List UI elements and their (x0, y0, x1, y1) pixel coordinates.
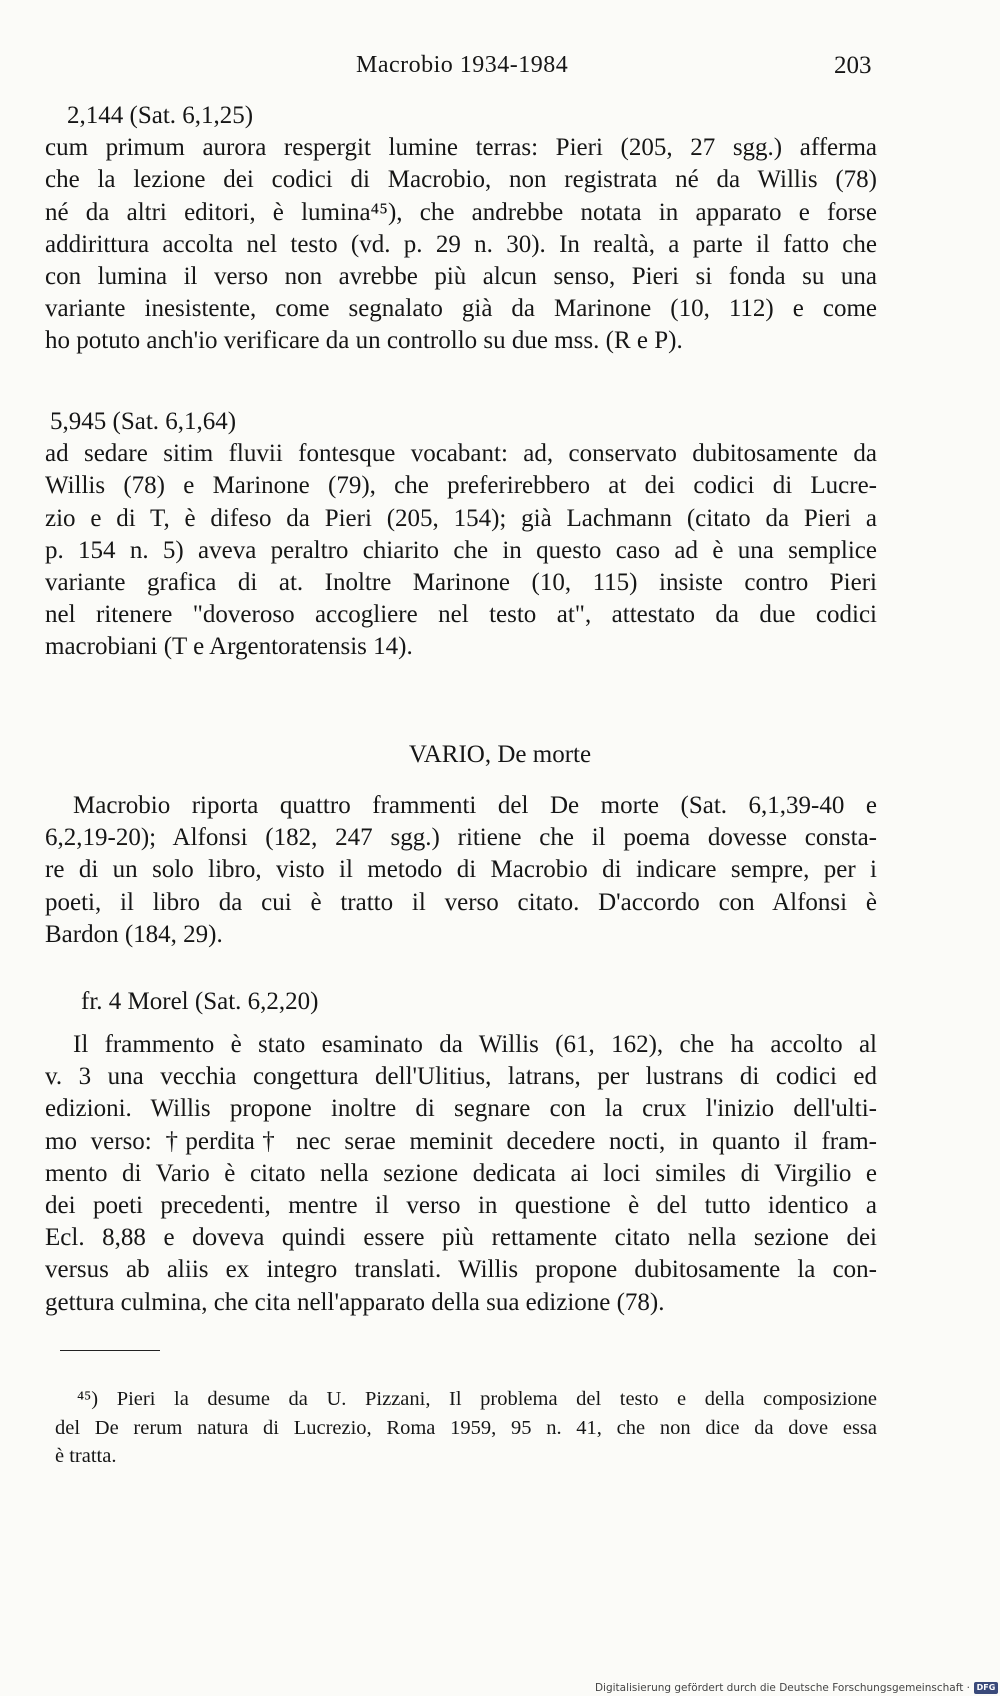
entry-heading: 2,144 (Sat. 6,1,25) (67, 102, 254, 129)
text-line: Macrobio riporta quattro frammenti del De morte (Sat. 6,1,39-40 e (73, 792, 877, 819)
text-line: 6,2,19-20); Alfonsi (182, 247 sgg.) ritiene che il poema dovesse consta- (45, 824, 877, 852)
credit-text: Digitalisierung gefördert durch die Deutsche Forschungsgemeinschaft · (594, 1682, 970, 1694)
text-line: gettura culmina, che cita nell'apparato della sua edizione (78). (45, 1288, 665, 1316)
text-line: macrobiani (T e Argentoratensis 14). (45, 633, 413, 661)
text-line: variante grafica di at. Inoltre Marinone (10, 115) insiste contro Pieri (45, 569, 877, 597)
text-line: versus ab aliis ex integro translati. Willis propone dubitosamente la con- (45, 1256, 877, 1284)
text-line: v. 3 una vecchia congettura dell'Ulitius, latrans, per lustrans di codici ed (45, 1063, 877, 1091)
text-line: addirittura accolta nel testo (vd. p. 29 n. 30). In realtà, a parte il fatto che (45, 230, 877, 258)
text-line: mo verso: †perdita† nec serae meminit decedere nocti, in quanto il fram- (45, 1127, 877, 1155)
footnote-line: del De rerum natura di Lucrezio, Roma 1959, 95 n. 41, che non dice da dove essa (55, 1416, 877, 1439)
section-intro (45, 790, 877, 951)
text-line: con lumina il verso non avrebbe più alcun senso, Pieri si fonda su una (45, 263, 877, 291)
text-line: cum primum aurora respergit lumine terras: Pieri (205, 27 sgg.) afferma (45, 134, 877, 162)
text-line: Bardon (184, 29). (45, 920, 223, 948)
text-line: edizioni. Willis propone inoltre di segnare con la crux l'inizio dell'ulti- (45, 1095, 877, 1123)
text-line: zio e di T, è difeso da Pieri (205, 154); già Lachmann (citato da Pieri a (45, 504, 877, 532)
entry-5-945 (45, 406, 877, 664)
running-header (0, 52, 1000, 88)
text-line: p. 154 n. 5) aveva peraltro chiarito che in questo caso ad è una semplice (45, 536, 877, 564)
text-line: dei poeti precedenti, mentre il verso in questione è del tutto identico a (45, 1192, 877, 1220)
text-line: nel ritenere "doveroso accogliere nel testo at", attestato da due codici (45, 601, 877, 629)
fragment-body (45, 1029, 877, 1319)
text-line: poeti, il libro da cui è tratto il verso citato. D'accordo con Alfonsi è (45, 888, 877, 916)
text-line: re di un solo libro, visto il metodo di Macrobio di indicare sempre, per i (45, 856, 877, 884)
text-line: mento di Vario è citato nella sezione dedicata ai loci similes di Virgilio e (45, 1159, 877, 1187)
text-line: Ecl. 8,88 e doveva quindi essere più rettamente citato nella sezione dei (45, 1224, 877, 1252)
text-line: variante inesistente, come segnalato già da Marinone (10, 112) e come (45, 295, 877, 323)
page-number: 203 (834, 52, 872, 79)
section-title: VARIO, De morte (408, 741, 592, 768)
text-line: né da altri editori, è lumina⁴⁵), che andrebbe notata in apparato e forse (45, 198, 877, 226)
footnote-line: ⁴⁵) Pieri la desume da U. Pizzani, Il problema del testo e della composizione (77, 1388, 877, 1410)
running-title: Macrobio 1934-1984 (356, 52, 569, 78)
fragment-heading: fr. 4 Morel (Sat. 6,2,20) (81, 988, 319, 1015)
text-line: ho potuto anch'io verificare da un controllo su due mss. (R e P). (45, 327, 683, 355)
text-line: Willis (78) e Marinone (79), che preferirebbero at dei codici di Lucre- (45, 472, 877, 500)
dfg-logo-icon: DFG (974, 1682, 998, 1694)
text-line: che la lezione dei codici di Macrobio, non registrata né da Willis (78) (45, 166, 877, 194)
entry-2-144 (45, 100, 877, 358)
text-line: ad sedare sitim fluvii fontesque vocabant: ad, conservato dubitosamente da (45, 440, 877, 468)
entry-heading: 5,945 (Sat. 6,1,64) (50, 408, 237, 435)
digitization-credit (595, 1682, 998, 1694)
fragment-entry (45, 986, 877, 1018)
text-line: Il frammento è stato esaminato da Willis (61, 162), che ha accolto al (73, 1031, 877, 1058)
footnote-45 (55, 1385, 877, 1471)
footnote-separator (60, 1350, 160, 1351)
footnote-line: è tratta. (55, 1445, 117, 1467)
